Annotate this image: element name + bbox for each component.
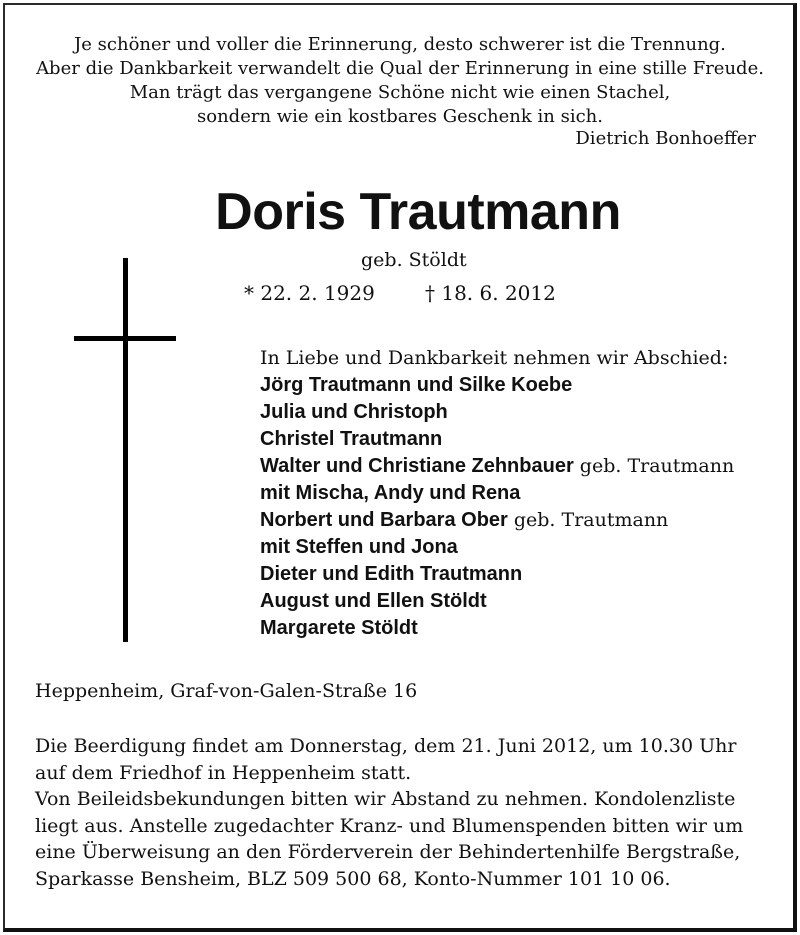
cross-icon [123, 258, 128, 642]
quote-line: Je schöner und voller die Erinnerung, desto schwerer ist die Trennung. [74, 34, 726, 55]
mourner-entry [260, 453, 734, 480]
mourner-entry [260, 507, 734, 534]
notice-line: Sparkasse Bensheim, BLZ 509 500 68, Konto-Nummer 101 10 06. [35, 867, 671, 890]
mourner-name: Jörg Trautmann und Silke Koebe [260, 374, 573, 396]
mourner-entry [260, 399, 734, 426]
quote-line: sondern wie ein kostbares Geschenk in sich. [197, 106, 603, 127]
mourner-name: Walter und Christiane Zehnbauer [260, 455, 574, 477]
mourner-entry [260, 588, 734, 615]
mourner-entry [260, 534, 734, 561]
notice-line: eine Überweisung an den Förderverein der Behindertenhilfe Bergstraße, [35, 841, 741, 863]
mourner-suffix: geb. Trautmann [573, 455, 735, 477]
maiden-name: geb. Stöldt [361, 249, 467, 271]
mourner-entry [260, 372, 734, 399]
cross-icon-beam [74, 336, 176, 341]
mourner-entry [260, 561, 734, 588]
notice-line: liegt aus. Anstelle zugedachter Kranz- und Blumenspenden bitten wir um [35, 814, 744, 837]
mourner-entry [260, 480, 734, 507]
deceased-name: Doris Trautmann [215, 183, 621, 241]
birth-date: * 22. 2. 1929 [244, 281, 375, 305]
mourner-name: Margarete Stöldt [260, 617, 418, 639]
bonhoeffer-quote [0, 33, 800, 129]
notice-line: Von Beileidsbekundungen bitten wir Abstand zu nehmen. Kondolenzliste [35, 788, 736, 810]
mourner-name: mit Steffen und Jona [260, 536, 458, 558]
notice-line: auf dem Friedhof in Heppenheim statt. [35, 761, 412, 784]
quote-line: Man trägt das vergangene Schöne nicht wie einen Stachel, [129, 82, 671, 103]
mourner-name: mit Mischa, Andy und Rena [260, 482, 521, 504]
death-date: † 18. 6. 2012 [425, 281, 556, 305]
quote-author: Dietrich Bonhoeffer [575, 128, 756, 149]
mourner-entry [260, 615, 734, 642]
notice-line: Die Beerdigung findet am Donnerstag, dem 21. Juni 2012, um 10.30 Uhr [35, 735, 737, 757]
mourners-list [260, 345, 734, 642]
quote-line: Aber die Dankbarkeit verwandelt die Qual der Erinnerung in eine stille Freude. [36, 58, 764, 79]
mourner-name: Julia und Christoph [260, 401, 448, 423]
mourner-name: Christel Trautmann [260, 428, 443, 450]
mourner-entry [260, 426, 734, 453]
funeral-notice [35, 733, 775, 892]
mourner-name: Dieter und Edith Trautmann [260, 563, 523, 585]
mourner-name: Norbert und Barbara Ober [260, 509, 508, 531]
mourners-intro: In Liebe und Dankbarkeit nehmen wir Abschied: [260, 347, 729, 369]
mourner-suffix: geb. Trautmann [507, 509, 669, 531]
mourner-name: August und Ellen Stöldt [260, 590, 487, 612]
family-address: Heppenheim, Graf-von-Galen-Straße 16 [35, 680, 418, 702]
